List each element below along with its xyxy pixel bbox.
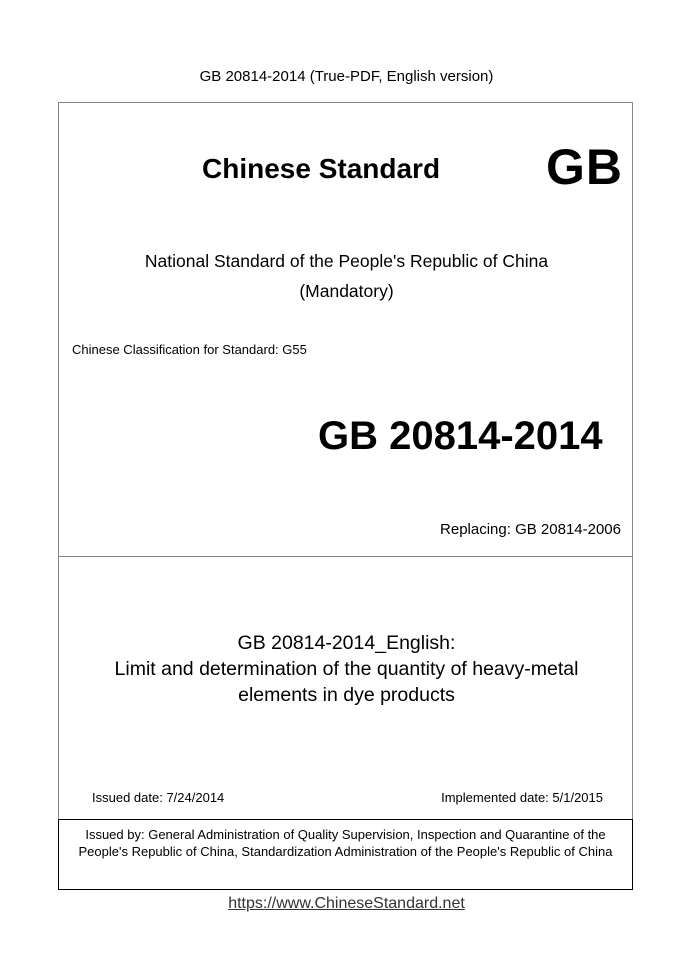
national-standard-line: National Standard of the People's Republic of China — [144, 251, 549, 271]
document-header-title: GB 20814-2014 (True-PDF, English version) — [199, 68, 494, 85]
issuer-box: Issued by: General Administration of Quality Supervision, Inspection and Quarantine of the People's Republic of China, Standardization Administration of the People's Republic of China — [58, 819, 633, 890]
english-title-line: Limit and determination of the quantity of heavy-metal — [114, 658, 579, 680]
english-title-line: elements in dye products — [238, 684, 455, 706]
footer — [0, 895, 693, 913]
mandatory-label: (Mandatory) — [299, 281, 394, 301]
english-title-line: GB 20814-2014_English: — [237, 632, 456, 654]
issued-date: Issued date: 7/24/2014 — [92, 790, 225, 805]
gb-mark: GB — [546, 139, 623, 195]
standard-number: GB 20814-2014 — [318, 414, 603, 458]
replacing-label: Replacing: GB 20814-2006 — [440, 521, 621, 538]
cover-heading: Chinese Standard — [202, 153, 441, 184]
implemented-date: Implemented date: 5/1/2015 — [441, 790, 603, 805]
classification-label: Chinese Classification for Standard: G55 — [72, 342, 307, 357]
english-title — [0, 630, 693, 708]
website-link[interactable]: https://www.ChineseStandard.net — [228, 895, 465, 912]
